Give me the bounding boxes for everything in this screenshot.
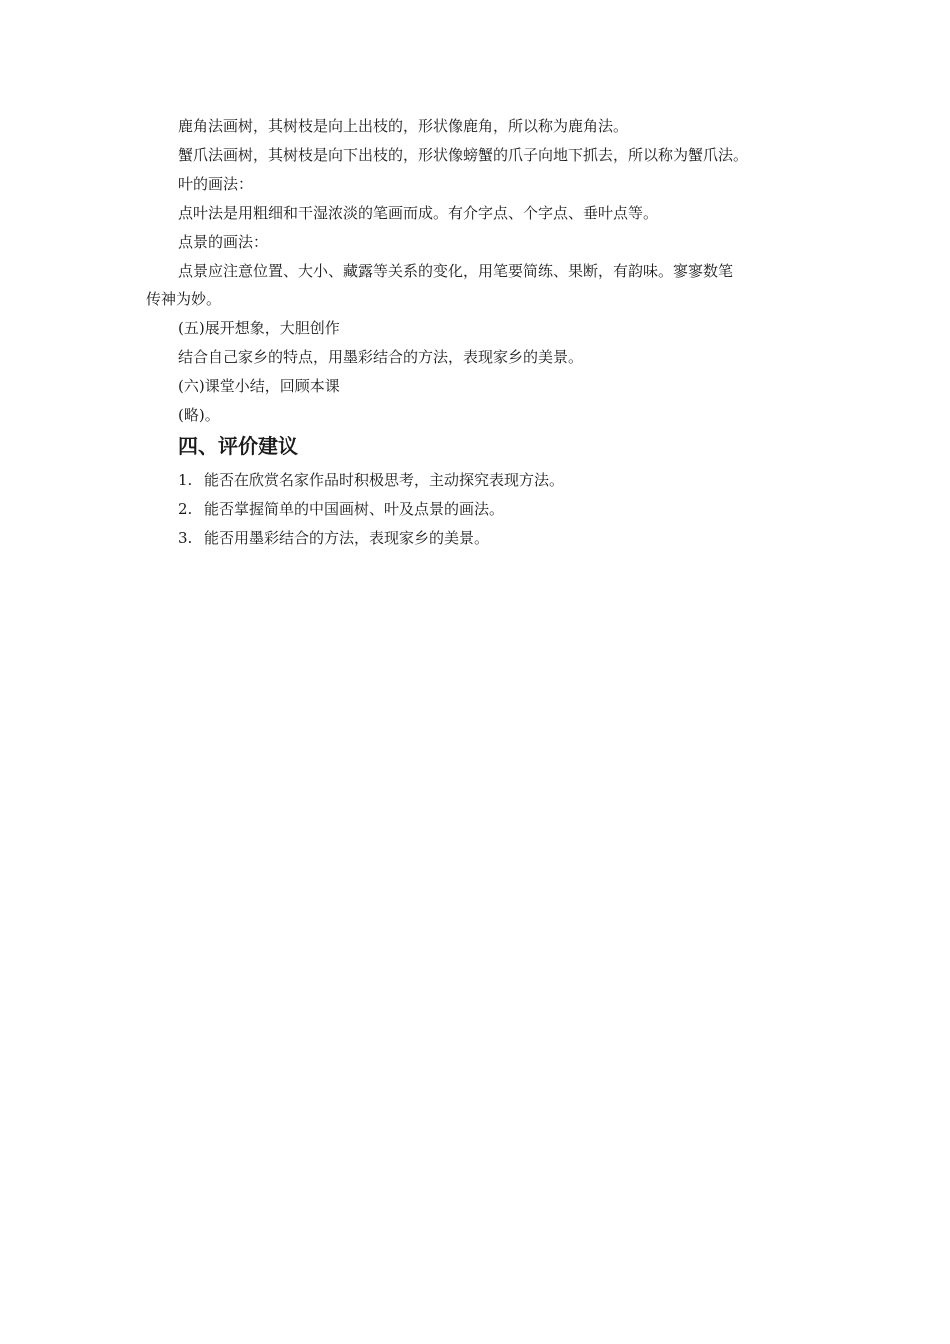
paragraph-step-six-title: (六)课堂小结，回顾本课 [178, 377, 340, 395]
list-item-text: 能否在欣赏名家作品时积极思考，主动探究表现方法。 [204, 471, 565, 489]
paragraph-leaf-method-title: 叶的画法： [178, 175, 254, 193]
list-item-number: 3. [178, 529, 193, 547]
paragraph-step-five-body: 结合自己家乡的特点，用墨彩结合的方法，表现家乡的美景。 [178, 348, 584, 366]
paragraph-step-five-title: (五)展开想象，大胆创作 [178, 319, 340, 337]
paragraph-step-six-body: (略)。 [178, 406, 220, 424]
list-item-text: 能否掌握简单的中国画树、叶及点景的画法。 [204, 500, 505, 518]
list-item-text: 能否用墨彩结合的方法，表现家乡的美景。 [204, 529, 490, 547]
paragraph-scenery-method-line2: 传神为妙。 [146, 290, 222, 308]
paragraph-deer-antler-method: 鹿角法画树，其树枝是向上出枝的，形状像鹿角，所以称为鹿角法。 [178, 117, 629, 135]
paragraph-dot-leaf-method: 点叶法是用粗细和干湿浓淡的笔画而成。有介字点、个字点、垂叶点等。 [178, 204, 659, 222]
paragraph-scenery-method-title: 点景的画法： [178, 233, 269, 251]
list-item-number: 2. [178, 500, 193, 518]
section-heading-evaluation: 四、评价建议 [178, 434, 298, 458]
list-item [178, 470, 564, 490]
list-item [178, 528, 489, 548]
paragraph-scenery-method-line1: 点景应注意位置、大小、藏露等关系的变化，用笔要简练、果断，有韵味。寥寥数笔 [178, 262, 734, 280]
paragraph-crab-claw-method: 蟹爪法画树，其树枝是向下出枝的，形状像螃蟹的爪子向地下抓去，所以称为蟹爪法。 [178, 146, 749, 164]
list-item [178, 499, 504, 519]
list-item-number: 1. [178, 471, 193, 489]
